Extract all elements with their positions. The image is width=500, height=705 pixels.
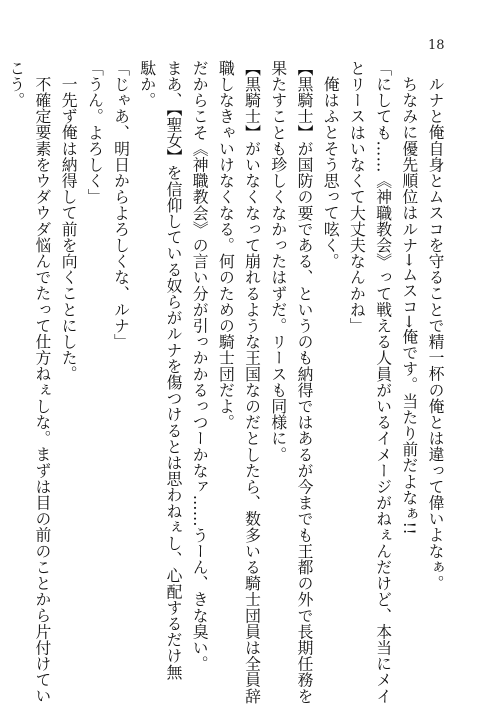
text-line: 果たすことも珍しくなかったはずだ。リースも同様に。 bbox=[268, 60, 288, 463]
text-line: 【黒騎士】がいなくなって崩れるような王国なのだとしたら、数多いる騎士団員は全員辞 bbox=[242, 60, 262, 704]
text-line: 俺はふとそう思って呟く。 bbox=[321, 75, 341, 269]
novel-text-block bbox=[6, 60, 448, 704]
text-line: 不確定要素をウダウダ悩んでたって仕方ねぇしな。まずは目の前のことから片付けてい bbox=[32, 75, 52, 704]
text-line: 「にしても……《神職教会》って戦える人員がいるイメージがねぇんだけど、本当にメイ bbox=[373, 60, 393, 704]
text-line: ちなみに優先順位はルナ→ムスコ→俺です。当たり前だよなぁ!! bbox=[399, 75, 419, 535]
text-line: とリースはいなくて大丈夫なんかね」 bbox=[347, 60, 367, 334]
text-line: まあ、【聖女】を信仰している奴らがルナを傷つけるとは思わねぇし、心配するだけ無 bbox=[163, 60, 183, 680]
text-line: 職しなきゃいけなくなる。何のための騎士団だよ。 bbox=[216, 60, 236, 431]
page-number: 18 bbox=[428, 38, 445, 53]
text-line: 一先ず俺は納得して前を向くことにした。 bbox=[59, 75, 79, 382]
text-line: 駄か。 bbox=[137, 60, 157, 109]
text-line: だからこそ《神職教会》の言い分が引っかかるっつーかなァ……うーん、きな臭い。 bbox=[190, 60, 210, 672]
text-line: 【黒騎士】が国防の要である、というのも納得ではあるが今までも王都の外で長期任務を bbox=[294, 60, 314, 704]
text-line: 「うん。よろしく」 bbox=[85, 60, 105, 205]
text-line: 「じゃあ、明日からよろしくな、ルナ」 bbox=[111, 60, 131, 350]
text-line: こう。 bbox=[6, 60, 26, 109]
text-line: ルナと俺自身とムスコを守ることで精一杯の俺とは違って偉いよなぁ。 bbox=[426, 75, 445, 591]
